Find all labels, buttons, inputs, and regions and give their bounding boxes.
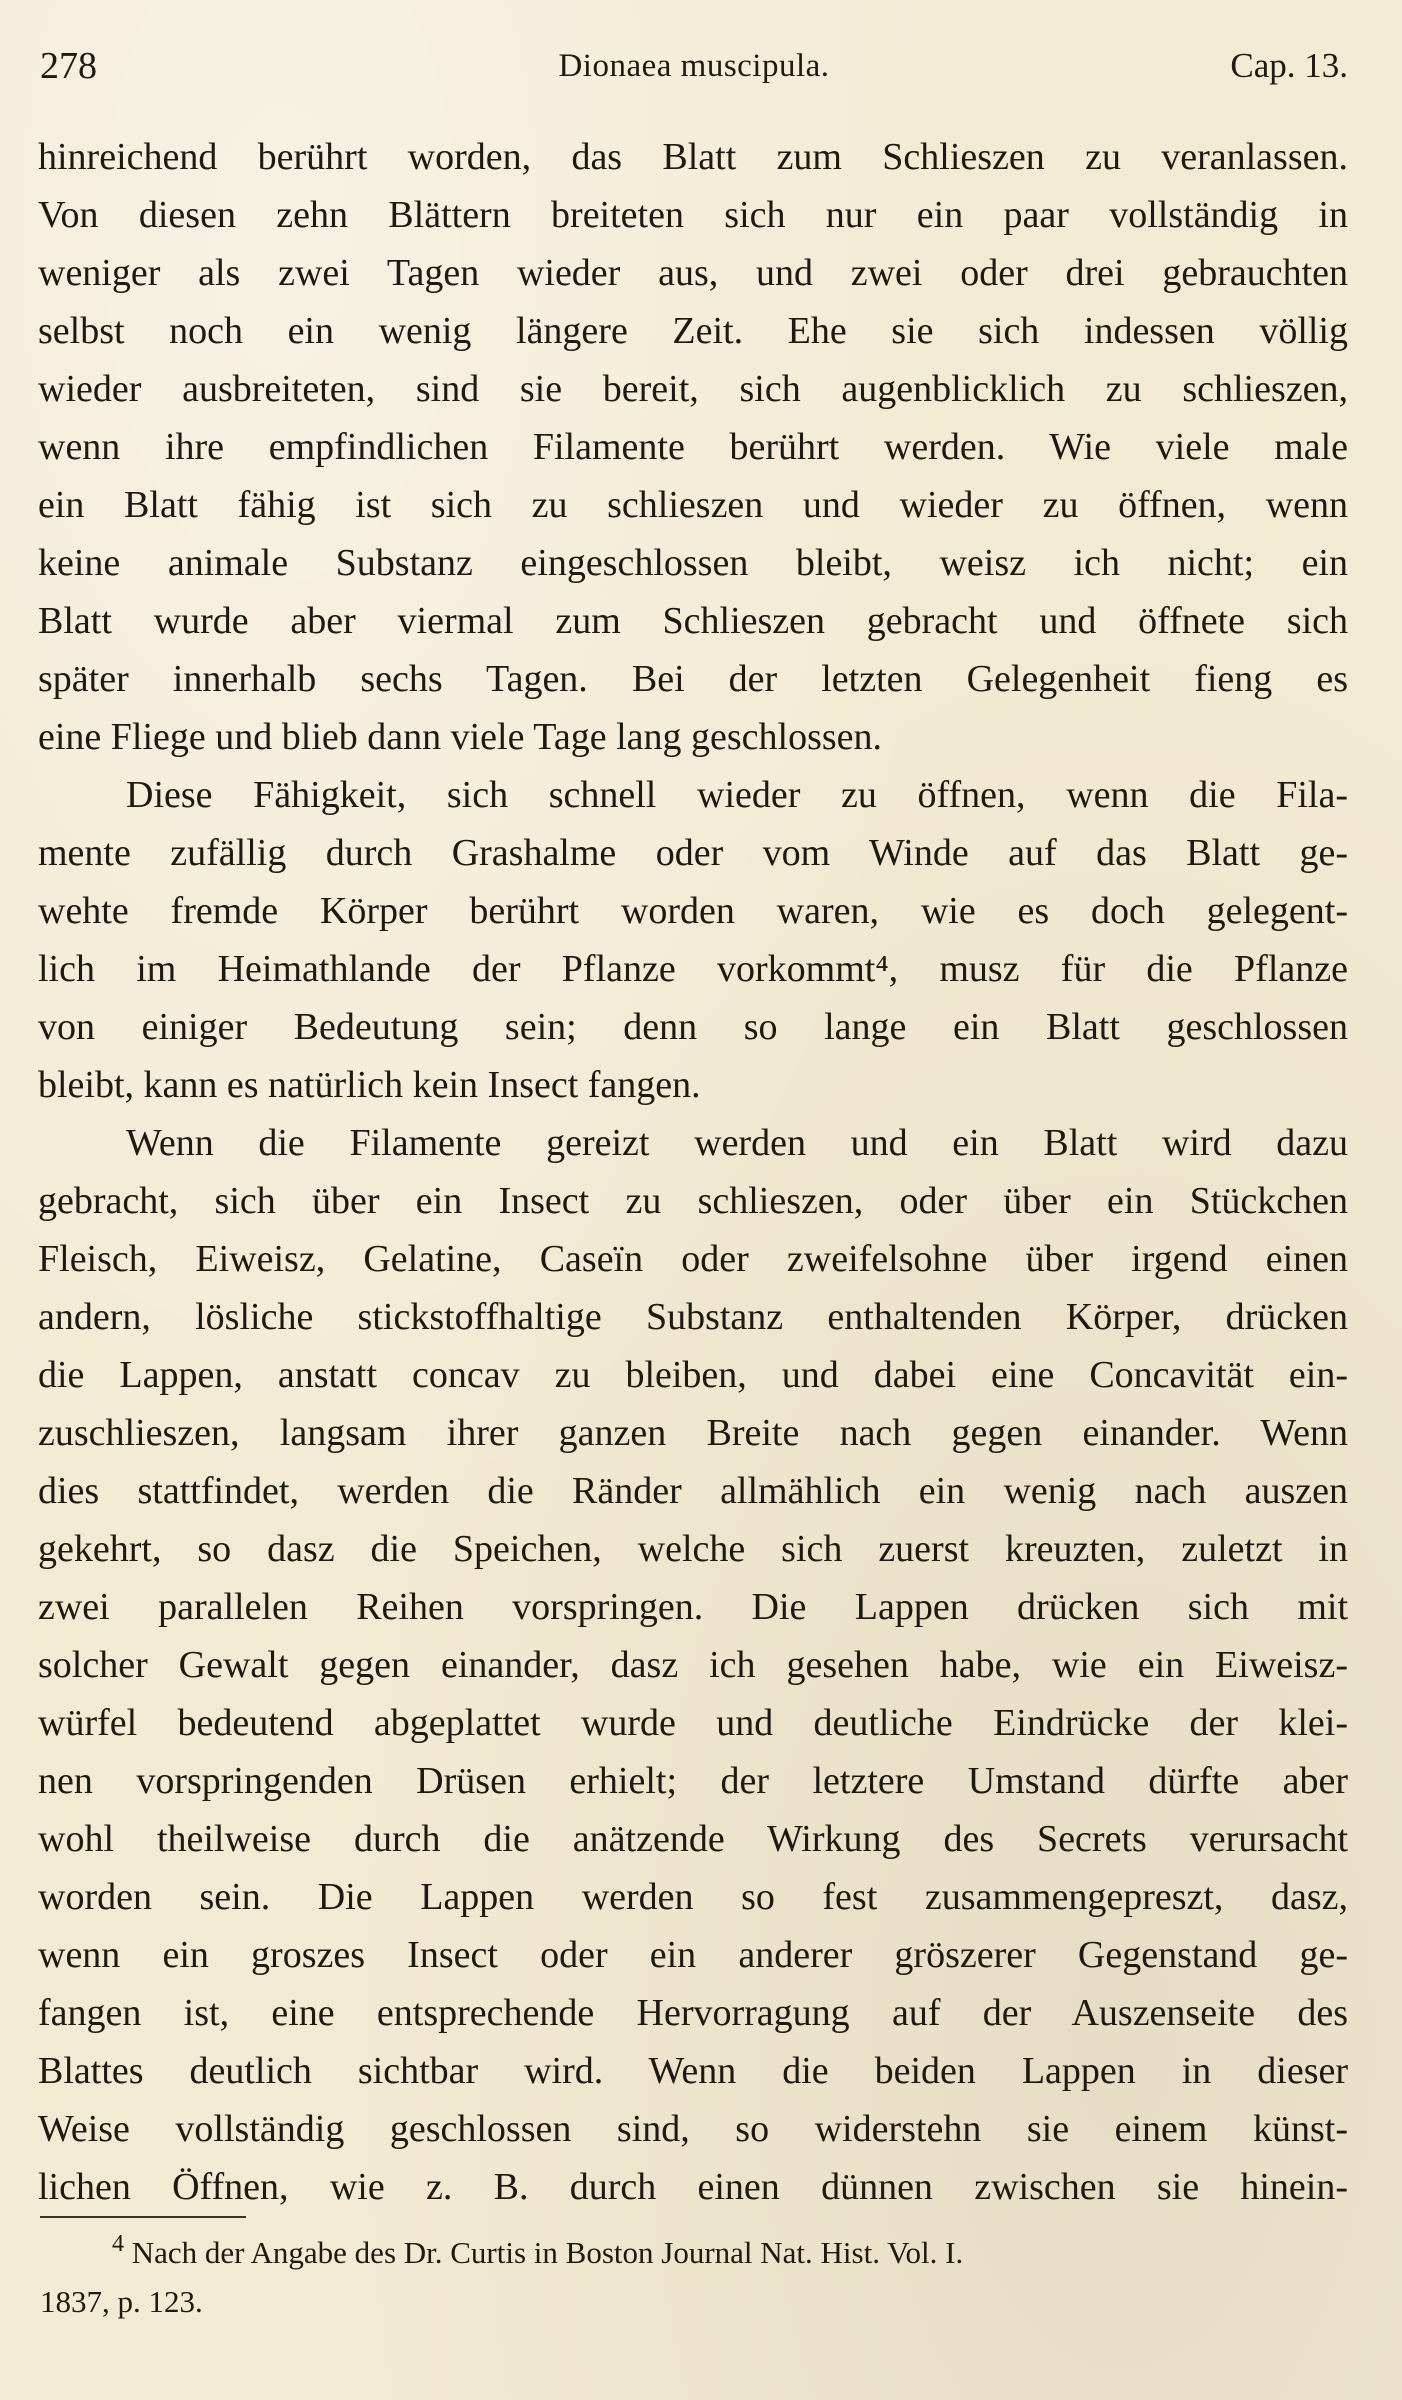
footnote-divider bbox=[40, 2216, 246, 2218]
body-text bbox=[38, 128, 1348, 2216]
text-line: wehte fremde Körper berührt worden waren, wie es doch gelegent- bbox=[38, 890, 1348, 932]
text-line: dies stattfindet, werden die Ränder allmählich ein wenig nach auszen bbox=[38, 1470, 1348, 1512]
text-line: von einiger Bedeutung sein; denn so lange ein Blatt geschlossen bbox=[38, 1006, 1348, 1048]
text-line: wieder ausbreiteten, sind sie bereit, sich augenblicklich zu schlieszen, bbox=[38, 368, 1348, 410]
text-line: Weise vollständig geschlossen sind, so widerstehn sie einem künst- bbox=[38, 2108, 1348, 2150]
footnote-line: 1837, p. 123. bbox=[40, 2284, 203, 2319]
text-line: wohl theilweise durch die anätzende Wirkung des Secrets verursacht bbox=[38, 1818, 1348, 1860]
text-line: gebracht, sich über ein Insect zu schlieszen, oder über ein Stückchen bbox=[38, 1180, 1348, 1222]
footnote bbox=[40, 2230, 1350, 2325]
text-line: nen vorspringenden Drüsen erhielt; der letztere Umstand dürfte aber bbox=[38, 1760, 1348, 1802]
text-line: bleibt, kann es natürlich kein Insect fangen. bbox=[38, 1064, 701, 1106]
text-line: Diese Fähigkeit, sich schnell wieder zu öffnen, wenn die Fila- bbox=[126, 774, 1348, 816]
text-line: mente zufällig durch Grashalme oder vom Winde auf das Blatt ge- bbox=[38, 832, 1348, 874]
text-line: andern, lösliche stickstoffhaltige Substanz enthaltenden Körper, drücken bbox=[38, 1296, 1348, 1338]
text-line: lich im Heimathlande der Pflanze vorkommt⁴, musz für die Pflanze bbox=[38, 948, 1348, 990]
text-line: gekehrt, so dasz die Speichen, welche sich zuerst kreuzten, zuletzt in bbox=[38, 1528, 1348, 1570]
text-line: worden sein. Die Lappen werden so fest zusammengepreszt, dasz, bbox=[38, 1876, 1348, 1918]
running-title: Dionaea muscipula. bbox=[558, 48, 830, 84]
page-number: 278 bbox=[40, 45, 97, 87]
text-line: selbst noch ein wenig längere Zeit. Ehe sie sich indessen völlig bbox=[38, 310, 1348, 352]
footnote-line bbox=[40, 2230, 1350, 2279]
page-header bbox=[40, 44, 1348, 96]
text-line: wenn ihre empfindlichen Filamente berührt werden. Wie viele male bbox=[38, 426, 1348, 468]
text-line: hinreichend berührt worden, das Blatt zum Schlieszen zu veranlassen. bbox=[38, 136, 1348, 178]
text-line: die Lappen, anstatt concav zu bleiben, und dabei eine Concavität ein- bbox=[38, 1354, 1348, 1396]
text-line: wenn ein groszes Insect oder ein anderer gröszerer Gegenstand ge- bbox=[38, 1934, 1348, 1976]
text-line: fangen ist, eine entsprechende Hervorragung auf der Auszenseite des bbox=[38, 1992, 1348, 2034]
text-line: ein Blatt fähig ist sich zu schlieszen und wieder zu öffnen, wenn bbox=[38, 484, 1348, 526]
text-line: weniger als zwei Tagen wieder aus, und zwei oder drei gebrauchten bbox=[38, 252, 1348, 294]
text-line: zuschlieszen, langsam ihrer ganzen Breite nach gegen einander. Wenn bbox=[38, 1412, 1348, 1454]
text-line: Blatt wurde aber viermal zum Schlieszen gebracht und öffnete sich bbox=[38, 600, 1348, 642]
text-line: Blattes deutlich sichtbar wird. Wenn die beiden Lappen in dieser bbox=[38, 2050, 1348, 2092]
text-line: Fleisch, Eiweisz, Gelatine, Caseïn oder zweifelsohne über irgend einen bbox=[38, 1238, 1348, 1280]
chapter-label: Cap. 13. bbox=[1230, 46, 1348, 85]
text-line: lichen Öffnen, wie z. B. durch einen dünnen zwischen sie hinein- bbox=[38, 2166, 1348, 2208]
text-line: zwei parallelen Reihen vorspringen. Die Lappen drücken sich mit bbox=[38, 1586, 1348, 1628]
text-line: eine Fliege und blieb dann viele Tage lang geschlossen. bbox=[38, 716, 883, 758]
footnote-text: Nach der Angabe des Dr. Curtis in Boston Journal Nat. Hist. Vol. I. bbox=[131, 2235, 964, 2270]
text-line: solcher Gewalt gegen einander, dasz ich gesehen habe, wie ein Eiweisz- bbox=[38, 1644, 1348, 1686]
footnote-marker: 4 bbox=[112, 2231, 124, 2257]
text-line: würfel bedeutend abgeplattet wurde und deutliche Eindrücke der klei- bbox=[38, 1702, 1348, 1744]
text-line: Wenn die Filamente gereizt werden und ein Blatt wird dazu bbox=[126, 1122, 1348, 1164]
text-line: keine animale Substanz eingeschlossen bleibt, weisz ich nicht; ein bbox=[38, 542, 1348, 584]
text-line: Von diesen zehn Blättern breiteten sich nur ein paar vollständig in bbox=[38, 194, 1348, 236]
text-line: später innerhalb sechs Tagen. Bei der letzten Gelegenheit fieng es bbox=[38, 658, 1348, 700]
